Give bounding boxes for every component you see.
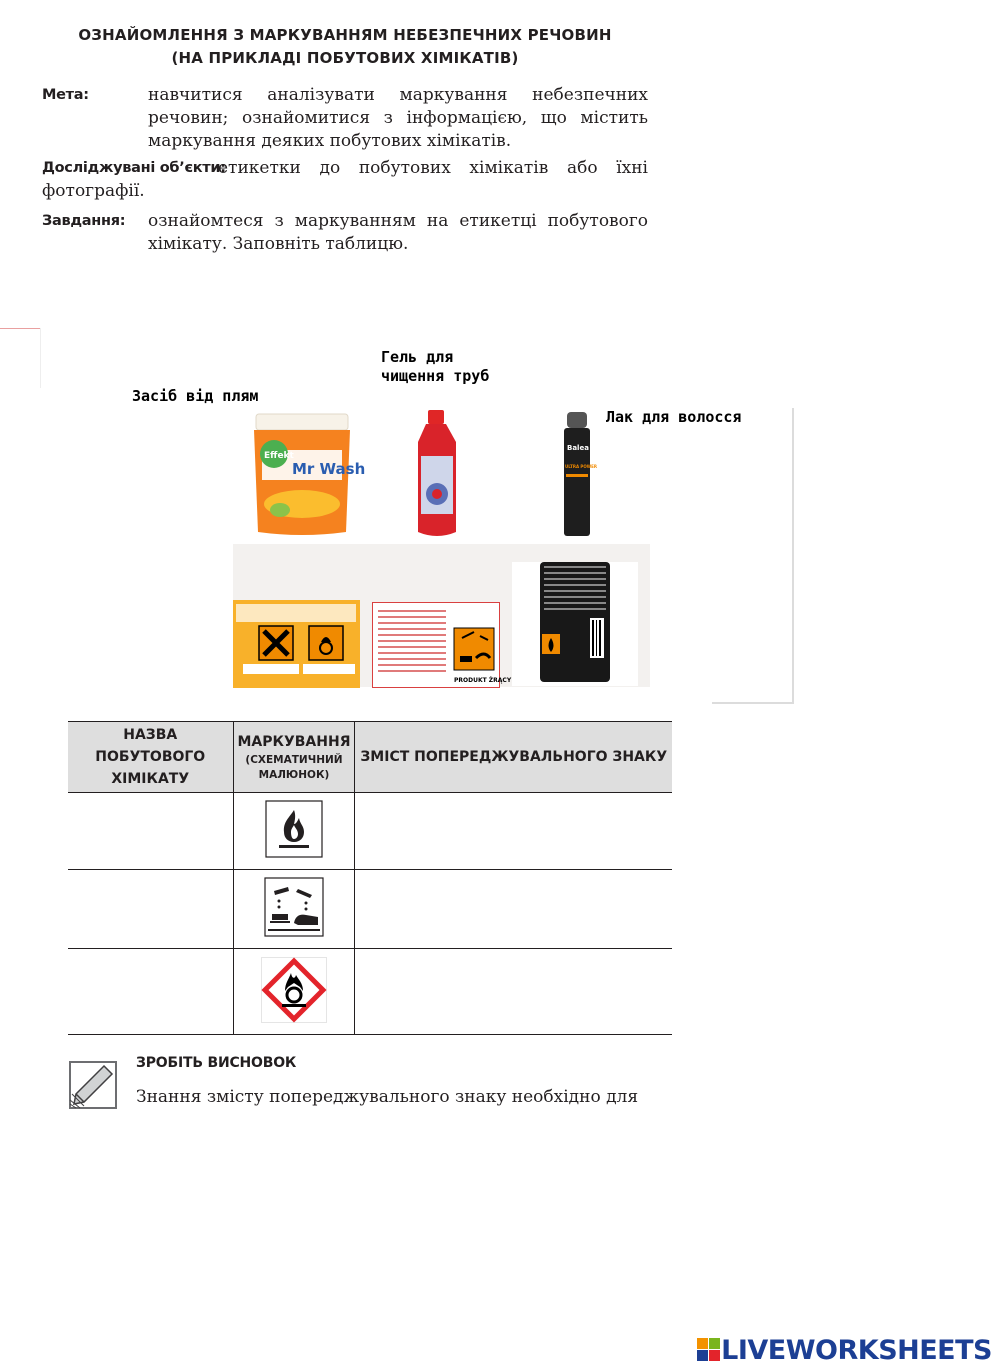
- hairspray-label: Лак для волосся: [606, 408, 742, 426]
- sign-meaning-cell[interactable]: [355, 949, 672, 1035]
- liveworksheets-logo: [697, 1335, 992, 1365]
- objects-label: Досліджувані об’єкти:: [42, 160, 226, 176]
- hairspray-label-closeup: [512, 562, 638, 686]
- task-label: Завдання:: [42, 213, 126, 229]
- goal-label: Мета:: [42, 87, 89, 103]
- pipe-gel-label-line-2: чищення труб: [381, 367, 490, 385]
- pipe-gel-label: [381, 348, 489, 386]
- page-title: [40, 24, 650, 70]
- pipe-gel-label-line-1: Гель для: [381, 348, 454, 366]
- header-marking: [233, 722, 355, 793]
- table-row: [68, 793, 672, 870]
- goal-row: [42, 84, 648, 153]
- brand-name: LIVEWORKSHEETS: [721, 1334, 992, 1366]
- product-collage: [0, 320, 800, 710]
- conclusion-heading: ЗРОБІТЬ ВИСНОВОК: [136, 1055, 297, 1071]
- sign-meaning-cell[interactable]: [355, 870, 672, 949]
- task-text: ознайомтеся з маркуванням на етикетці побутового хімікату. Заповніть таблицю.: [148, 211, 648, 254]
- hairspray-image: [562, 410, 597, 540]
- title-line-2: (НА ПРИКЛАДІ ПОБУТОВИХ ХІМІКАТІВ): [171, 49, 519, 67]
- flammable-icon: [265, 800, 323, 858]
- hairspray-name: ULTRA POWER: [565, 464, 597, 469]
- task-row: [42, 210, 648, 256]
- chemical-name-cell[interactable]: [68, 949, 233, 1035]
- hazard-table: [68, 721, 672, 1035]
- marking-cell: [233, 870, 355, 949]
- header-marking-subtitle: (СХЕМАТИЧНИЙ МАЛЮНОК): [245, 754, 343, 781]
- stain-remover-label-closeup: [233, 600, 360, 688]
- stain-remover-brand: Effekt: [264, 451, 294, 461]
- marking-cell: [233, 793, 355, 870]
- stain-remover-label: Засіб від плям: [132, 387, 259, 405]
- goal-text: навчитися аналізувати маркування небезпечних речовин; ознайомитися з інформацією, що містить маркування деяких побутових хімікатів.: [148, 85, 648, 151]
- table-row: [68, 870, 672, 949]
- corrosive-icon: [264, 877, 324, 937]
- objects-text: етикетки до побутових хімікатів або їхні фотографії.: [42, 158, 648, 201]
- title-line-1: ОЗНАЙОМЛЕННЯ З МАРКУВАННЯМ НЕБЕЗПЕЧНИХ РЕЧОВИН: [78, 26, 612, 44]
- header-marking-title: МАРКУВАННЯ: [237, 734, 351, 750]
- hairspray-brand: Balea: [567, 444, 589, 452]
- oxidizer-icon: [261, 957, 327, 1023]
- table-row: [68, 949, 672, 1035]
- conclusion-text[interactable]: Знання змісту попереджувального знаку необхідно для: [136, 1087, 639, 1107]
- chemical-name-cell[interactable]: [68, 793, 233, 870]
- chemical-name-cell[interactable]: [68, 870, 233, 949]
- stain-remover-name: Mr Wash: [292, 460, 366, 478]
- pipe-gel-image: [412, 408, 462, 540]
- objects-row: [42, 157, 648, 203]
- corrosive-note: PRODUKT ŻRĄCY: [454, 677, 512, 684]
- stain-remover-image: [250, 412, 366, 538]
- pencil-icon: [68, 1060, 118, 1110]
- pipe-gel-label-closeup: [372, 602, 512, 688]
- header-chemical-name: НАЗВА ПОБУТОВОГО ХІМІКАТУ: [68, 722, 233, 793]
- live-badge-icon: [697, 1338, 721, 1362]
- header-sign-meaning: ЗМІСТ ПОПЕРЕДЖУВАЛЬНОГО ЗНАКУ: [355, 722, 672, 793]
- marking-cell: [233, 949, 355, 1035]
- sign-meaning-cell[interactable]: [355, 793, 672, 870]
